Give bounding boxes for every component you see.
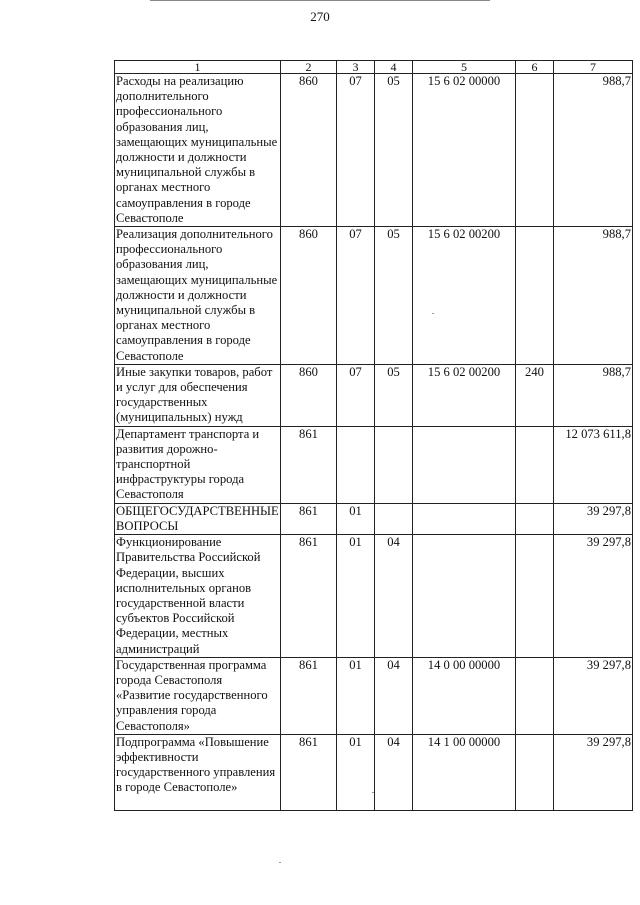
header-row <box>115 61 633 74</box>
row-subsection-code: 05 <box>375 74 413 227</box>
table-row <box>115 535 633 658</box>
header-col-5: 5 <box>413 61 516 74</box>
row-subsection-code: 05 <box>375 364 413 426</box>
page-number: 270 <box>310 9 330 24</box>
row-expense-type <box>516 734 554 810</box>
row-section-code <box>337 426 375 503</box>
row-ministry-code: 861 <box>281 535 337 658</box>
table-header <box>115 61 633 74</box>
budget-table <box>114 60 633 811</box>
top-scan-line <box>150 0 490 1</box>
row-ministry-code: 861 <box>281 503 337 534</box>
row-amount: 39 297,8 <box>554 503 633 534</box>
row-section-code: 01 <box>337 657 375 734</box>
row-amount: 988,7 <box>554 364 633 426</box>
row-amount: 39 297,8 <box>554 535 633 658</box>
row-ministry-code: 861 <box>281 734 337 810</box>
scan-speck <box>432 313 434 314</box>
row-section-code: 07 <box>337 74 375 227</box>
header-col-6: 6 <box>516 61 554 74</box>
row-section-code: 07 <box>337 227 375 365</box>
row-expense-type <box>516 503 554 534</box>
row-amount: 12 073 611,8 <box>554 426 633 503</box>
row-amount: 988,7 <box>554 74 633 227</box>
row-name: Подпрограмма «Повышение эффективности государственного управления в городе Севастополе» <box>115 734 281 810</box>
row-expense-type: 240 <box>516 364 554 426</box>
scan-speck <box>372 792 374 793</box>
header-col-3: 3 <box>337 61 375 74</box>
table-row <box>115 734 633 810</box>
row-section-code: 07 <box>337 364 375 426</box>
row-ministry-code: 861 <box>281 426 337 503</box>
header-col-4: 4 <box>375 61 413 74</box>
row-name: Департамент транспорта и развития дорожно-транспортной инфраструктуры города Севастополя <box>115 426 281 503</box>
row-name: Расходы на реализацию дополнительного профессионального образования лиц, замещающих муниципальные должности и должности муниципальной службы в органах местного самоуправления в городе Севастополе <box>115 74 281 227</box>
row-ministry-code: 860 <box>281 227 337 365</box>
table-row <box>115 657 633 734</box>
row-target-code: 15 6 02 00200 <box>413 227 516 365</box>
row-ministry-code: 861 <box>281 657 337 734</box>
row-subsection-code: 04 <box>375 535 413 658</box>
row-name: Реализация дополнительного профессионального образования лиц, замещающих муниципальные должности и должности муниципальной службы в органах местного самоуправления в городе Севастополе <box>115 227 281 365</box>
row-name: Функционирование Правительства Российской Федерации, высших исполнительных органов государственной власти субъектов Российской Федерации, местных администраций <box>115 535 281 658</box>
row-target-code: 14 0 00 00000 <box>413 657 516 734</box>
row-subsection-code: 04 <box>375 734 413 810</box>
row-target-code <box>413 535 516 658</box>
row-expense-type <box>516 426 554 503</box>
table-row <box>115 74 633 227</box>
row-subsection-code: 04 <box>375 657 413 734</box>
row-subsection-code <box>375 503 413 534</box>
row-subsection-code: 05 <box>375 227 413 365</box>
row-expense-type <box>516 657 554 734</box>
row-target-code: 15 6 02 00000 <box>413 74 516 227</box>
row-expense-type <box>516 74 554 227</box>
row-name: ОБЩЕГОСУДАРСТВЕННЫЕ ВОПРОСЫ <box>116 503 279 533</box>
header-col-2: 2 <box>281 61 337 74</box>
row-section-code: 01 <box>337 535 375 658</box>
row-name: Государственная программа города Севастополя «Развитие государственного управления города Севастополя» <box>115 657 281 734</box>
row-target-code <box>413 426 516 503</box>
row-section-code: 01 <box>337 734 375 810</box>
table-body <box>115 74 633 811</box>
row-expense-type <box>516 535 554 658</box>
row-amount: 39 297,8 <box>554 657 633 734</box>
row-target-code <box>413 503 516 534</box>
row-subsection-code <box>375 426 413 503</box>
row-name: Иные закупки товаров, работ и услуг для обеспечения государственных (муниципальных) нужд <box>115 364 281 426</box>
row-target-code: 15 6 02 00200 <box>413 364 516 426</box>
header-col-1: 1 <box>115 61 281 74</box>
scan-speck <box>279 862 281 863</box>
row-amount: 988,7 <box>554 227 633 365</box>
row-ministry-code: 860 <box>281 74 337 227</box>
row-expense-type <box>516 227 554 365</box>
row-ministry-code: 860 <box>281 364 337 426</box>
table-row <box>115 364 633 426</box>
table-row <box>115 503 633 534</box>
row-target-code: 14 1 00 00000 <box>413 734 516 810</box>
table-row <box>115 227 633 365</box>
table-row <box>115 426 633 503</box>
row-amount: 39 297,8 <box>554 734 633 810</box>
row-section-code: 01 <box>337 503 375 534</box>
header-col-7: 7 <box>554 61 633 74</box>
